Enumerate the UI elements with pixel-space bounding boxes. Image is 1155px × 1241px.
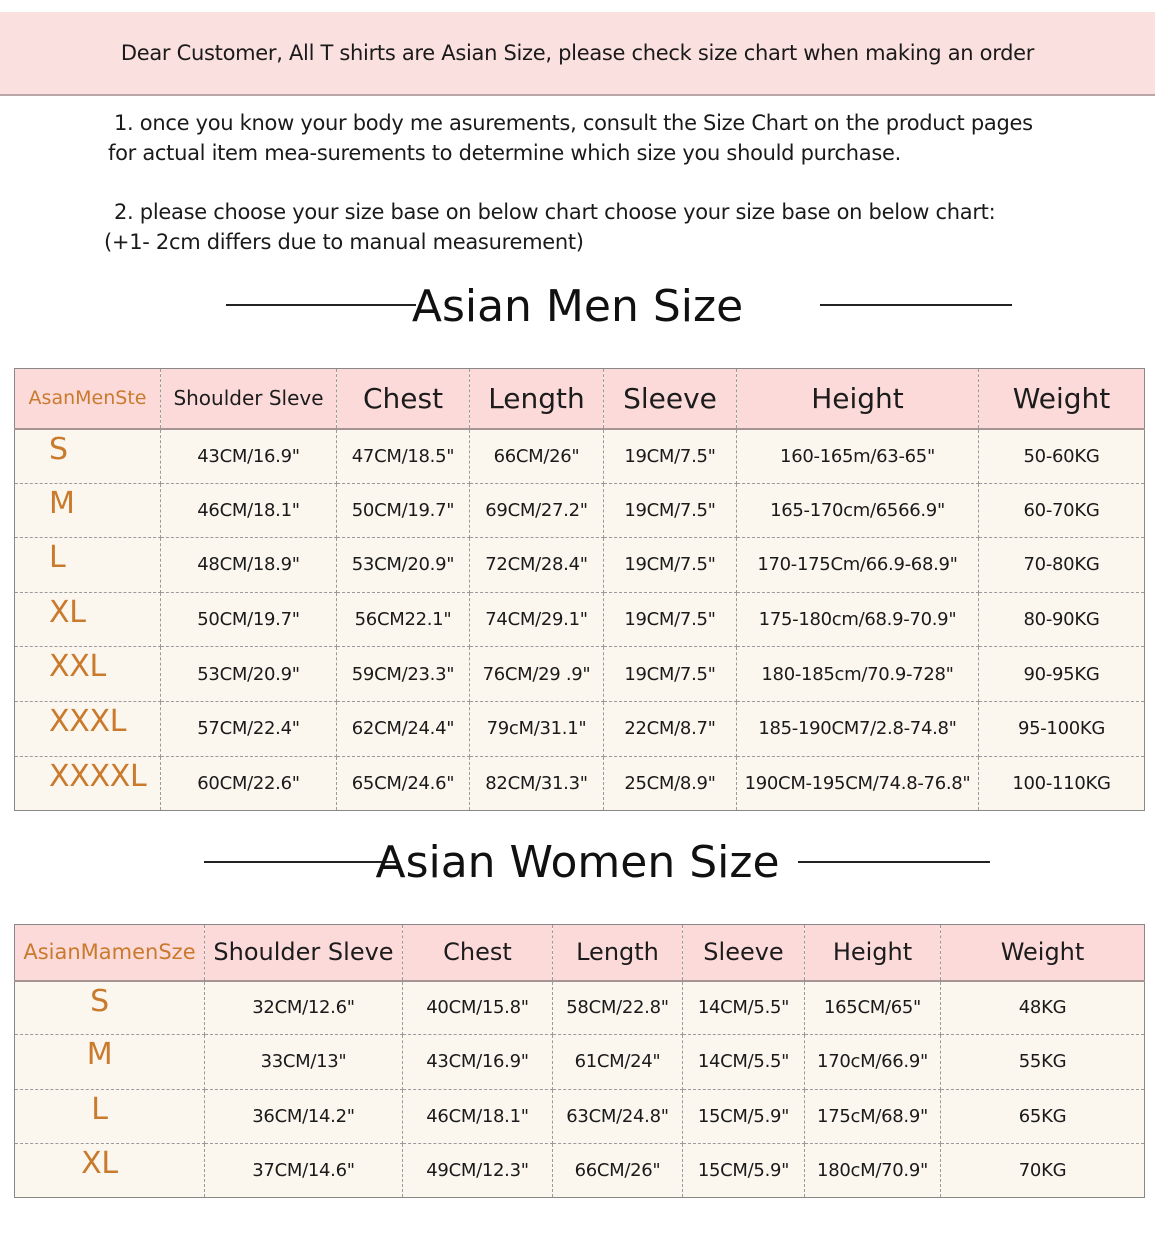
men-header-sleeve: Sleeve (604, 369, 737, 429)
table-row (15, 1143, 1145, 1197)
table-cell: 43CM/16.9" (161, 429, 337, 484)
men-header-chest: Chest (337, 369, 470, 429)
table-cell: 15CM/5.9" (683, 1089, 805, 1143)
table-cell: 180-185cm/70.9-728" (737, 647, 979, 702)
women-header-weight: Weight (941, 925, 1145, 981)
men-section-title-text: Asian Men Size (411, 280, 744, 332)
table-cell: 170-175Cm/66.9-68.9" (737, 538, 979, 593)
men-title-rule-right (820, 304, 1012, 306)
table-cell: 95-100KG (979, 701, 1145, 756)
table-cell: 36CM/14.2" (205, 1089, 403, 1143)
table-cell: 50-60KG (979, 429, 1145, 484)
men-header-length: Length (470, 369, 604, 429)
table-cell: 55KG (941, 1035, 1145, 1089)
table-cell: 19CM/7.5" (604, 647, 737, 702)
table-cell: 70-80KG (979, 538, 1145, 593)
women-header-row (15, 925, 1145, 981)
table-cell: 46CM/18.1" (403, 1089, 553, 1143)
table-cell: 82CM/31.3" (470, 756, 604, 811)
size-label: L (15, 538, 161, 593)
women-header-sleeve: Sleeve (683, 925, 805, 981)
men-header-shoulder: Shoulder Sleve (161, 369, 337, 429)
women-title-rule-right (798, 861, 990, 863)
women-header-size: AsianMamenSze (15, 925, 205, 981)
table-cell: 53CM/20.9" (337, 538, 470, 593)
table-cell: 50CM/19.7" (161, 592, 337, 647)
table-cell: 19CM/7.5" (604, 592, 737, 647)
size-label: L (15, 1089, 205, 1143)
notice-banner-text: Dear Customer, All T shirts are Asian Size, please check size chart when making an order (120, 41, 1035, 65)
instruction-line-1: 1. once you know your body me asurements, consult the Size Chart on the product pages (114, 111, 1033, 135)
table-cell: 66CM/26" (470, 429, 604, 484)
size-label: S (15, 429, 161, 484)
table-cell: 165CM/65" (805, 981, 941, 1035)
table-row (15, 1089, 1145, 1143)
table-cell: 175cM/68.9" (805, 1089, 941, 1143)
table-cell: 22CM/8.7" (604, 701, 737, 756)
size-label: XL (15, 1143, 205, 1197)
table-row (15, 981, 1145, 1035)
table-cell: 74CM/29.1" (470, 592, 604, 647)
table-row (15, 592, 1145, 647)
table-cell: 170cM/66.9" (805, 1035, 941, 1089)
table-cell: 90-95KG (979, 647, 1145, 702)
men-size-table (14, 368, 1145, 811)
table-cell: 72CM/28.4" (470, 538, 604, 593)
men-header-weight: Weight (979, 369, 1145, 429)
table-cell: 60CM/22.6" (161, 756, 337, 811)
table-cell: 60-70KG (979, 483, 1145, 538)
table-cell: 58CM/22.8" (553, 981, 683, 1035)
size-label: M (15, 483, 161, 538)
table-cell: 49CM/12.3" (403, 1143, 553, 1197)
size-label: XXL (15, 647, 161, 702)
table-cell: 14CM/5.5" (683, 981, 805, 1035)
table-cell: 14CM/5.5" (683, 1035, 805, 1089)
table-cell: 33CM/13" (205, 1035, 403, 1089)
table-cell: 47CM/18.5" (337, 429, 470, 484)
size-label: XL (15, 592, 161, 647)
table-cell: 48CM/18.9" (161, 538, 337, 593)
table-cell: 19CM/7.5" (604, 429, 737, 484)
table-cell: 48KG (941, 981, 1145, 1035)
table-cell: 62CM/24.4" (337, 701, 470, 756)
table-cell: 69CM/27.2" (470, 483, 604, 538)
table-cell: 43CM/16.9" (403, 1035, 553, 1089)
table-cell: 66CM/26" (553, 1143, 683, 1197)
table-cell: 175-180cm/68.9-70.9" (737, 592, 979, 647)
table-row (15, 538, 1145, 593)
table-row (15, 701, 1145, 756)
women-header-length: Length (553, 925, 683, 981)
table-cell: 57CM/22.4" (161, 701, 337, 756)
table-cell: 185-190CM7/2.8-74.8" (737, 701, 979, 756)
table-row (15, 756, 1145, 811)
table-cell: 100-110KG (1012, 772, 1111, 794)
table-cell: 15CM/5.9" (683, 1143, 805, 1197)
table-cell: 63CM/24.8" (553, 1089, 683, 1143)
table-cell: 19CM/7.5" (604, 538, 737, 593)
women-header-shoulder: Shoulder Sleve (205, 925, 403, 981)
women-size-table (14, 924, 1145, 1198)
table-cell: 50CM/19.7" (337, 483, 470, 538)
women-header-height: Height (805, 925, 941, 981)
table-cell: 165-170cm/6566.9" (737, 483, 979, 538)
table-cell: 40CM/15.8" (403, 981, 553, 1035)
table-cell: 25CM/8.9" (604, 756, 737, 811)
table-row (15, 647, 1145, 702)
women-header-chest: Chest (403, 925, 553, 981)
men-header-size: AsanMenSte (15, 369, 161, 429)
table-row (15, 429, 1145, 484)
size-label: S (15, 981, 205, 1035)
table-cell: 160-165m/63-65" (737, 429, 979, 484)
instruction-line-3: 2. please choose your size base on below chart choose your size base on below chart: (114, 200, 996, 224)
table-cell: 32CM/12.6" (205, 981, 403, 1035)
table-row (15, 1035, 1145, 1089)
table-row (15, 483, 1145, 538)
table-cell: 79cM/31.1" (470, 701, 604, 756)
women-section-title-text: Asian Women Size (375, 836, 780, 888)
table-cell: 37CM/14.6" (205, 1143, 403, 1197)
table-cell: 76CM/29 .9" (470, 647, 604, 702)
size-label: XXXL (15, 701, 161, 756)
table-cell: 59CM/23.3" (337, 647, 470, 702)
size-label: M (15, 1035, 205, 1089)
men-header-height: Height (737, 369, 979, 429)
table-cell: 180cM/70.9" (805, 1143, 941, 1197)
table-cell: 61CM/24" (553, 1035, 683, 1089)
men-section-title (0, 276, 1155, 336)
table-cell: 70KG (1018, 1160, 1067, 1182)
table-cell: 19CM/7.5" (604, 483, 737, 538)
table-cell: 46CM/18.1" (161, 483, 337, 538)
table-cell: 80-90KG (979, 592, 1145, 647)
table-cell: 65CM/24.6" (337, 756, 470, 811)
instruction-line-4: (+1- 2cm differs due to manual measurement) (104, 230, 584, 254)
table-cell: 53CM/20.9" (161, 647, 337, 702)
table-cell: 56CM22.1" (337, 592, 470, 647)
notice-banner (0, 12, 1155, 96)
table-cell: 65KG (941, 1089, 1145, 1143)
instruction-line-2: for actual item mea-surements to determine which size you should purchase. (108, 141, 901, 165)
table-cell: 190CM-195CM/74.8-76.8" (737, 756, 979, 811)
men-header-row (15, 369, 1145, 429)
size-label: XXXXL (15, 756, 161, 811)
